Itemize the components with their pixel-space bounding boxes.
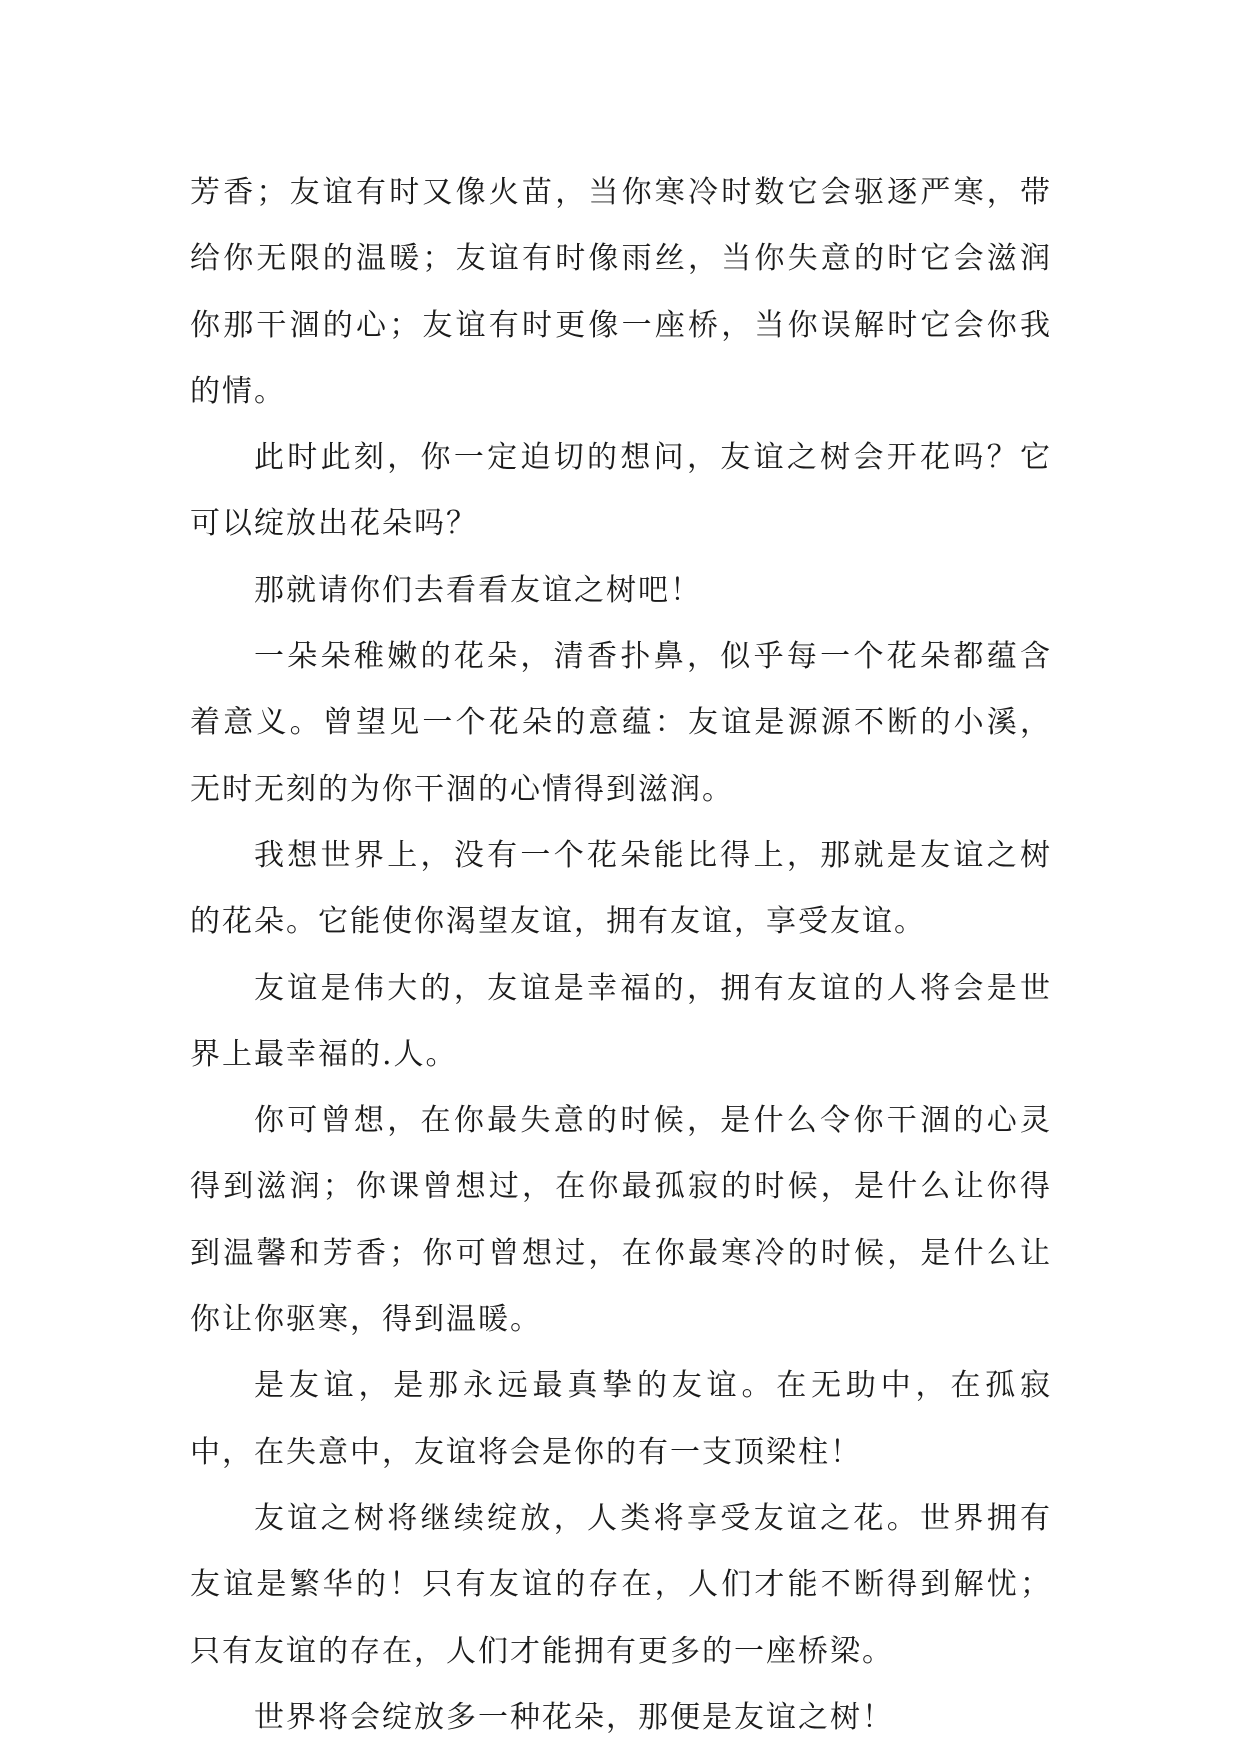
paragraph: 此时此刻，你一定迫切的想问，友谊之树会开花吗？它可以绽放出花朵吗？ (190, 440, 1052, 542)
paragraph: 友谊之树将继续绽放，人类将享受友谊之花。世界拥有友谊是繁华的！只有友谊的存在，人们才能不断得到解忧；只有友谊的存在，人们才能拥有更多的一座桥梁。 (190, 1500, 1052, 1669)
paragraph: 世界将会绽放多一种花朵，那便是友谊之树！ (254, 1699, 894, 1735)
paragraph: 是友谊，是那永远最真挚的友谊。在无助中，在孤寂中，在失意中，友谊将会是你的有一支顶梁柱！ (190, 1368, 1052, 1470)
paragraph: 那就请你们去看看友谊之树吧！ (254, 572, 702, 608)
paragraph: 一朵朵稚嫩的花朵，清香扑鼻，似乎每一个花朵都蕴含着意义。曾望见一个花朵的意蕴：友谊是源源不断的小溪，无时无刻的为你干涸的心情得到滋润。 (190, 639, 1052, 807)
paragraph: 我想世界上，没有一个花朵能比得上，那就是友谊之树的花朵。它能使你渴望友谊，拥有友谊，享受友谊。 (190, 837, 1052, 940)
paragraph: 芳香；友谊有时又像火苗，当你寒冷时数它会驱逐严寒，带给你无限的温暖；友谊有时像雨丝，当你失意的时它会滋润你那干涸的心；友谊有时更像一座桥，当你误解时它会你我的情。 (190, 175, 1052, 409)
paragraph: 你可曾想，在你最失意的时候，是什么令你干涸的心灵得到滋润；你课曾想过，在你最孤寂的时候，是什么让你得到温馨和芳香；你可曾想过，在你最寒冷的时候，是什么让你让你驱寒，得到温暖。 (190, 1103, 1052, 1338)
document-page (190, 160, 1052, 1751)
paragraph: 友谊是伟大的，友谊是幸福的，拥有友谊的人将会是世界上最幸福的.人。 (190, 970, 1052, 1072)
